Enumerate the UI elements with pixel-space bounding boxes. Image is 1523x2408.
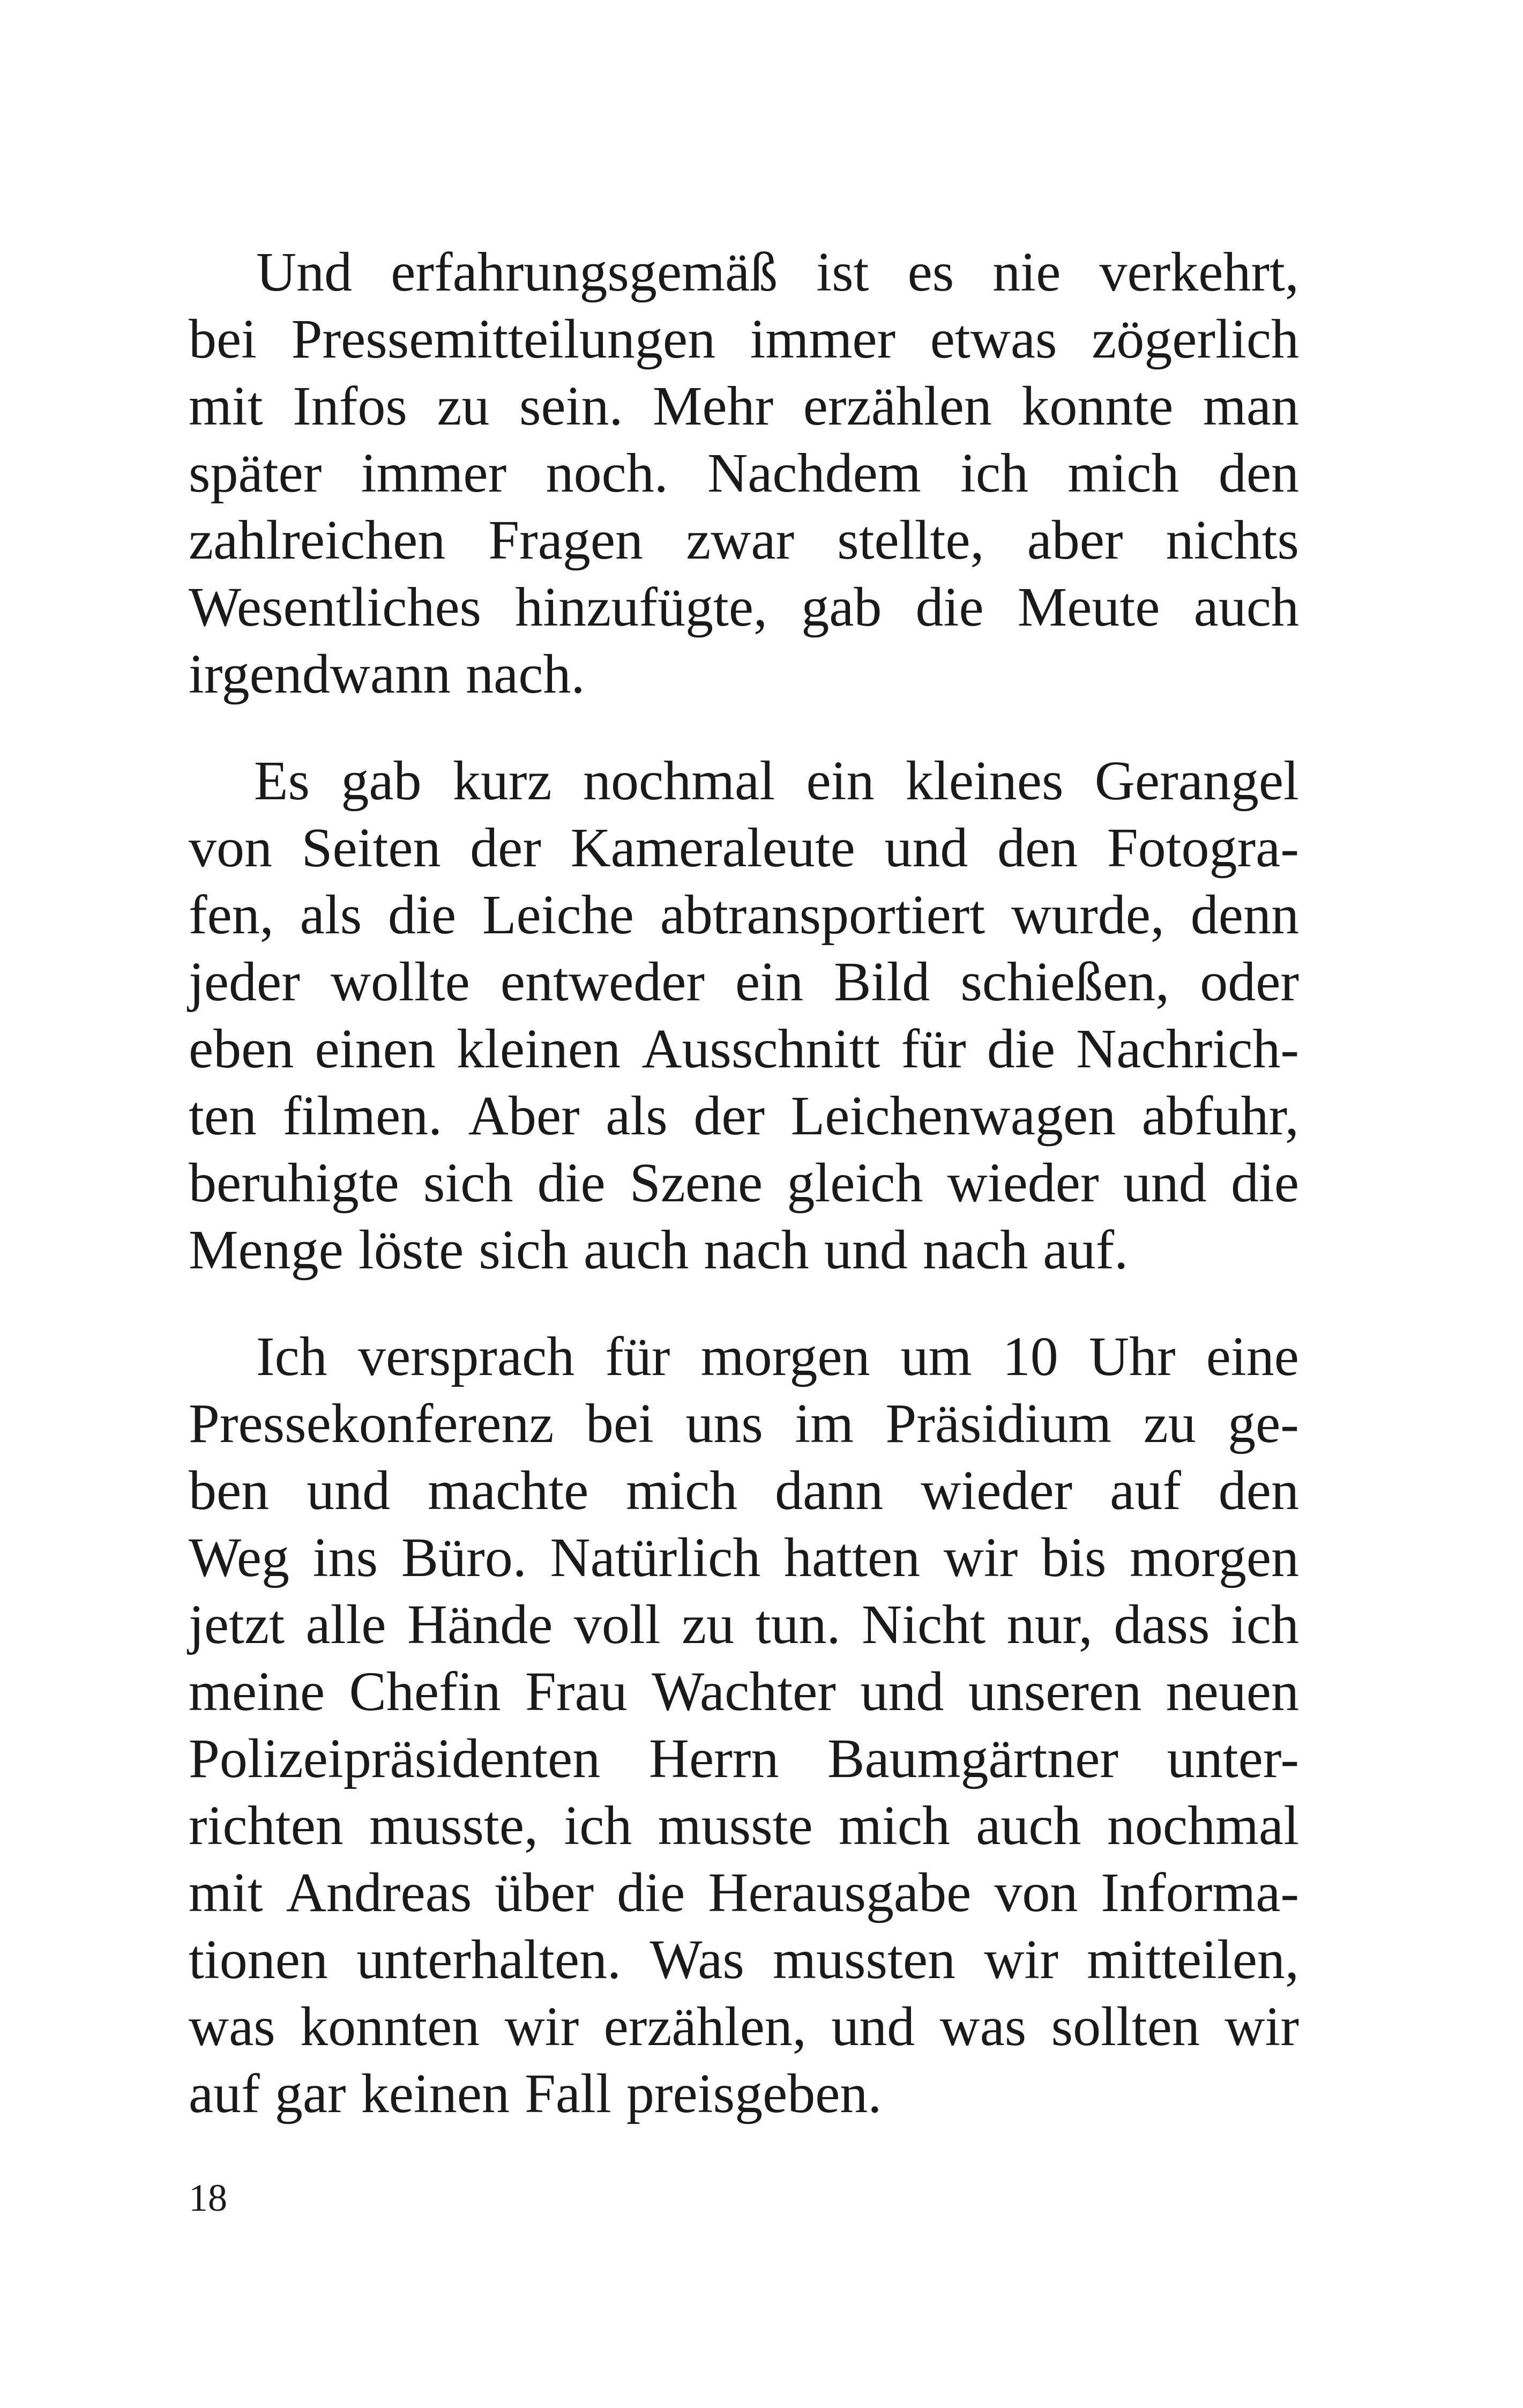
word: von: [994, 1862, 1078, 1923]
text-line: [189, 881, 1299, 948]
word: erzählen: [803, 375, 992, 437]
word: ich: [960, 442, 1029, 504]
word: meine: [189, 1661, 325, 1722]
paragraph: [189, 1323, 1299, 2127]
word: Wesentliches: [189, 576, 482, 638]
word: morgen: [1130, 1527, 1299, 1588]
text-line: [189, 1390, 1299, 1457]
word: Pressekonferenz: [189, 1393, 554, 1454]
word: Nachdem: [707, 442, 921, 504]
word: morgen: [700, 1326, 870, 1387]
text-line: [189, 1725, 1299, 1792]
text-line: [189, 440, 1299, 507]
word: wir: [984, 1929, 1058, 1990]
word: was: [939, 1996, 1027, 2057]
word: was: [189, 1996, 275, 2057]
word: Meute: [1017, 576, 1160, 638]
word: Ausschnitt: [641, 1018, 880, 1080]
word: ben: [189, 1460, 270, 1521]
text-line: [189, 507, 1299, 574]
word: machte: [428, 1460, 589, 1521]
text-line: [189, 239, 1299, 306]
page-number: 18: [189, 2176, 227, 2219]
word: etwas: [930, 308, 1057, 370]
word: gab: [801, 576, 882, 638]
word: Und: [256, 241, 353, 303]
word: schießen,: [960, 951, 1170, 1013]
word: kleines: [905, 750, 1064, 812]
word: Gerangel: [1094, 750, 1299, 812]
word: die: [388, 884, 457, 946]
word: Mehr: [653, 375, 774, 437]
word: unterhalten.: [356, 1929, 622, 1990]
word: Baumgärtner: [827, 1728, 1119, 1789]
word: kurz: [452, 750, 552, 812]
word: kleinen: [456, 1018, 621, 1080]
word: zu: [1143, 1393, 1196, 1454]
word: die: [537, 1152, 606, 1214]
word: aber: [1027, 509, 1123, 571]
word: nochmal: [1107, 1795, 1299, 1856]
word: ins: [312, 1527, 378, 1588]
word: ten: [189, 1085, 257, 1147]
word: ich: [564, 1795, 632, 1856]
word: versprach: [357, 1326, 575, 1387]
word: Kameraleute: [570, 817, 855, 879]
word: die: [915, 576, 984, 638]
word: sich: [423, 1152, 513, 1214]
word: Bild: [834, 951, 930, 1013]
word: Fotogra-: [1107, 817, 1299, 879]
word: dass: [1114, 1594, 1210, 1655]
word: zögerlich: [1092, 308, 1299, 370]
word: auf: [1110, 1460, 1181, 1521]
word: Weg: [189, 1527, 289, 1588]
word: den: [997, 817, 1078, 879]
text-line: [189, 1792, 1299, 1859]
word: sollten: [1051, 1996, 1200, 2057]
word: neuen: [1166, 1661, 1299, 1722]
word: Nicht: [861, 1594, 986, 1655]
word: oder: [1200, 951, 1299, 1013]
word: den: [1218, 1460, 1299, 1521]
text-line: [189, 1082, 1299, 1149]
word: gar: [274, 2063, 346, 2124]
word: wurde,: [1011, 884, 1164, 946]
word: von: [189, 817, 272, 879]
word: als: [606, 1085, 668, 1147]
text-line: [189, 1926, 1299, 1993]
text-line: [189, 1216, 1299, 1283]
word: abfuhr,: [1141, 1085, 1299, 1147]
word: Fragen: [488, 509, 644, 571]
word: jetzt: [189, 1594, 285, 1655]
text-line: [189, 1591, 1299, 1658]
word: musste,: [369, 1795, 538, 1856]
word: gleich: [787, 1152, 923, 1214]
word: nie: [992, 241, 1061, 303]
word: gab: [341, 750, 422, 812]
word: ein: [806, 750, 875, 812]
text-line: [189, 1149, 1299, 1216]
word: Aber: [468, 1085, 580, 1147]
text-line: [189, 948, 1299, 1015]
word: Frau: [525, 1661, 628, 1722]
word: den: [1218, 442, 1299, 504]
paragraph-gap: [189, 1283, 1299, 1323]
word: wir: [943, 1527, 1018, 1588]
word: um: [900, 1326, 972, 1387]
word: verkehrt,: [1099, 241, 1299, 303]
word: erfahrungsgemäß: [391, 241, 778, 303]
word: die: [617, 1862, 685, 1923]
word: mussten: [773, 1929, 956, 1990]
word: irgendwann: [189, 643, 451, 705]
word: mitteilen,: [1087, 1929, 1299, 1990]
word: man: [1203, 375, 1299, 437]
word: die: [1230, 1152, 1299, 1214]
word: bis: [1041, 1527, 1107, 1588]
word: mit: [189, 375, 263, 437]
word: preisgeben.: [626, 2063, 882, 2124]
word: sich: [479, 1219, 569, 1281]
word: bei: [585, 1393, 654, 1454]
word: konnten: [300, 1996, 480, 2057]
word: zu: [437, 375, 490, 437]
word: wollte: [330, 951, 470, 1013]
word: Herrn: [648, 1728, 779, 1789]
paragraph-gap: [189, 708, 1299, 747]
word: nur,: [1006, 1594, 1093, 1655]
word: die: [987, 1018, 1055, 1080]
word: Präsidium: [885, 1393, 1112, 1454]
word: eben: [189, 1018, 294, 1080]
text-line: [189, 1015, 1299, 1082]
word: und: [860, 1661, 944, 1722]
text-line: [189, 1323, 1299, 1390]
word: Chefin: [349, 1661, 501, 1722]
word: dann: [775, 1460, 884, 1521]
word: Seiten: [301, 817, 441, 879]
word: Menge: [189, 1219, 344, 1281]
text-line: [189, 1524, 1299, 1591]
word: hinzufügte,: [515, 576, 768, 638]
word: konnte: [1021, 375, 1174, 437]
text-line: [189, 373, 1299, 440]
word: Was: [649, 1929, 744, 1990]
word: Herausgabe: [708, 1862, 972, 1923]
word: bei: [189, 308, 257, 370]
word: mich: [1067, 442, 1179, 504]
word: im: [795, 1393, 854, 1454]
word: sein.: [519, 375, 623, 437]
word: mich: [626, 1460, 738, 1521]
word: immer: [361, 442, 507, 504]
word: Leichenwagen: [790, 1085, 1116, 1147]
text-line: [189, 1457, 1299, 1524]
word: ge-: [1228, 1393, 1299, 1454]
word: mich: [838, 1795, 950, 1856]
word: und: [307, 1460, 391, 1521]
word: nach: [922, 1219, 1028, 1281]
word: wieder: [921, 1460, 1073, 1521]
word: ein: [735, 951, 804, 1013]
word: hatten: [783, 1527, 921, 1588]
word: erzählen,: [603, 1996, 807, 2057]
word: abtransportiert: [660, 884, 986, 946]
word: Nachrich-: [1076, 1018, 1299, 1080]
word: Leiche: [482, 884, 634, 946]
word: denn: [1190, 884, 1299, 946]
word: stellte,: [837, 509, 984, 571]
word: nochmal: [583, 750, 775, 812]
word: uns: [685, 1393, 763, 1454]
text-line: [189, 814, 1299, 881]
word: auf.: [1043, 1219, 1129, 1281]
word: auch: [583, 1219, 689, 1281]
text-line: [189, 641, 1299, 708]
word: nach.: [466, 643, 585, 705]
word: filmen.: [282, 1085, 443, 1147]
word: auf: [189, 2063, 260, 2124]
word: und: [831, 1996, 915, 2057]
word: zahlreichen: [189, 509, 446, 571]
word: nichts: [1166, 509, 1299, 571]
word: Wachter: [652, 1661, 836, 1722]
word: auch: [1193, 576, 1299, 638]
word: musste: [658, 1795, 813, 1856]
word: alle: [305, 1594, 386, 1655]
word: 10: [1002, 1326, 1058, 1387]
text-line: [189, 2060, 1299, 2127]
word: zwar: [686, 509, 795, 571]
text-line: [189, 1658, 1299, 1725]
word: wieder: [947, 1152, 1099, 1214]
text-line: [189, 574, 1299, 641]
word: noch.: [546, 442, 668, 504]
word: Es: [254, 750, 310, 812]
word: zu: [682, 1594, 735, 1655]
word: mit: [189, 1862, 263, 1923]
word: einen: [315, 1018, 436, 1080]
word: fen,: [189, 884, 274, 946]
word: immer: [750, 308, 896, 370]
word: und: [884, 817, 968, 879]
word: Büro.: [401, 1527, 527, 1588]
word: entweder: [500, 951, 705, 1013]
word: und: [824, 1219, 908, 1281]
text-line: [189, 306, 1299, 373]
word: tionen: [189, 1929, 328, 1990]
word: Ich: [256, 1326, 327, 1387]
word: Natürlich: [550, 1527, 761, 1588]
word: voll: [573, 1594, 661, 1655]
word: tun.: [755, 1594, 841, 1655]
word: Hände: [407, 1594, 553, 1655]
word: der: [470, 817, 541, 879]
text-line: [189, 1859, 1299, 1926]
word: für: [605, 1326, 670, 1387]
word: richten: [189, 1795, 344, 1856]
word: Szene: [629, 1152, 763, 1214]
word: unter-: [1167, 1728, 1299, 1789]
word: wir: [504, 1996, 579, 2057]
word: Pressemitteilungen: [291, 308, 716, 370]
word: Infos: [293, 375, 407, 437]
word: später: [189, 442, 322, 504]
word: Andreas: [286, 1862, 472, 1923]
word: der: [693, 1085, 765, 1147]
word: keinen: [361, 2063, 510, 2124]
word: löste: [358, 1219, 464, 1281]
word: unseren: [968, 1661, 1142, 1722]
text-line: [189, 747, 1299, 814]
word: eine: [1206, 1326, 1299, 1387]
text-line: [189, 1993, 1299, 2060]
word: für: [901, 1018, 966, 1080]
body-text: [189, 239, 1299, 2127]
word: über: [495, 1862, 594, 1923]
word: jeder: [189, 951, 300, 1013]
word: Polizeipräsidenten: [189, 1728, 601, 1789]
word: ich: [1230, 1594, 1299, 1655]
paragraph: [189, 747, 1299, 1283]
word: und: [1123, 1152, 1207, 1214]
word: wir: [1225, 1996, 1299, 2057]
word: als: [300, 884, 362, 946]
word: beruhigte: [189, 1152, 399, 1214]
word: Uhr: [1088, 1326, 1176, 1387]
word: auch: [976, 1795, 1081, 1856]
word: nach: [704, 1219, 809, 1281]
word: es: [907, 241, 954, 303]
word: Fall: [525, 2063, 611, 2124]
word: Informa-: [1101, 1862, 1299, 1923]
word: ist: [816, 241, 869, 303]
paragraph: [189, 239, 1299, 708]
